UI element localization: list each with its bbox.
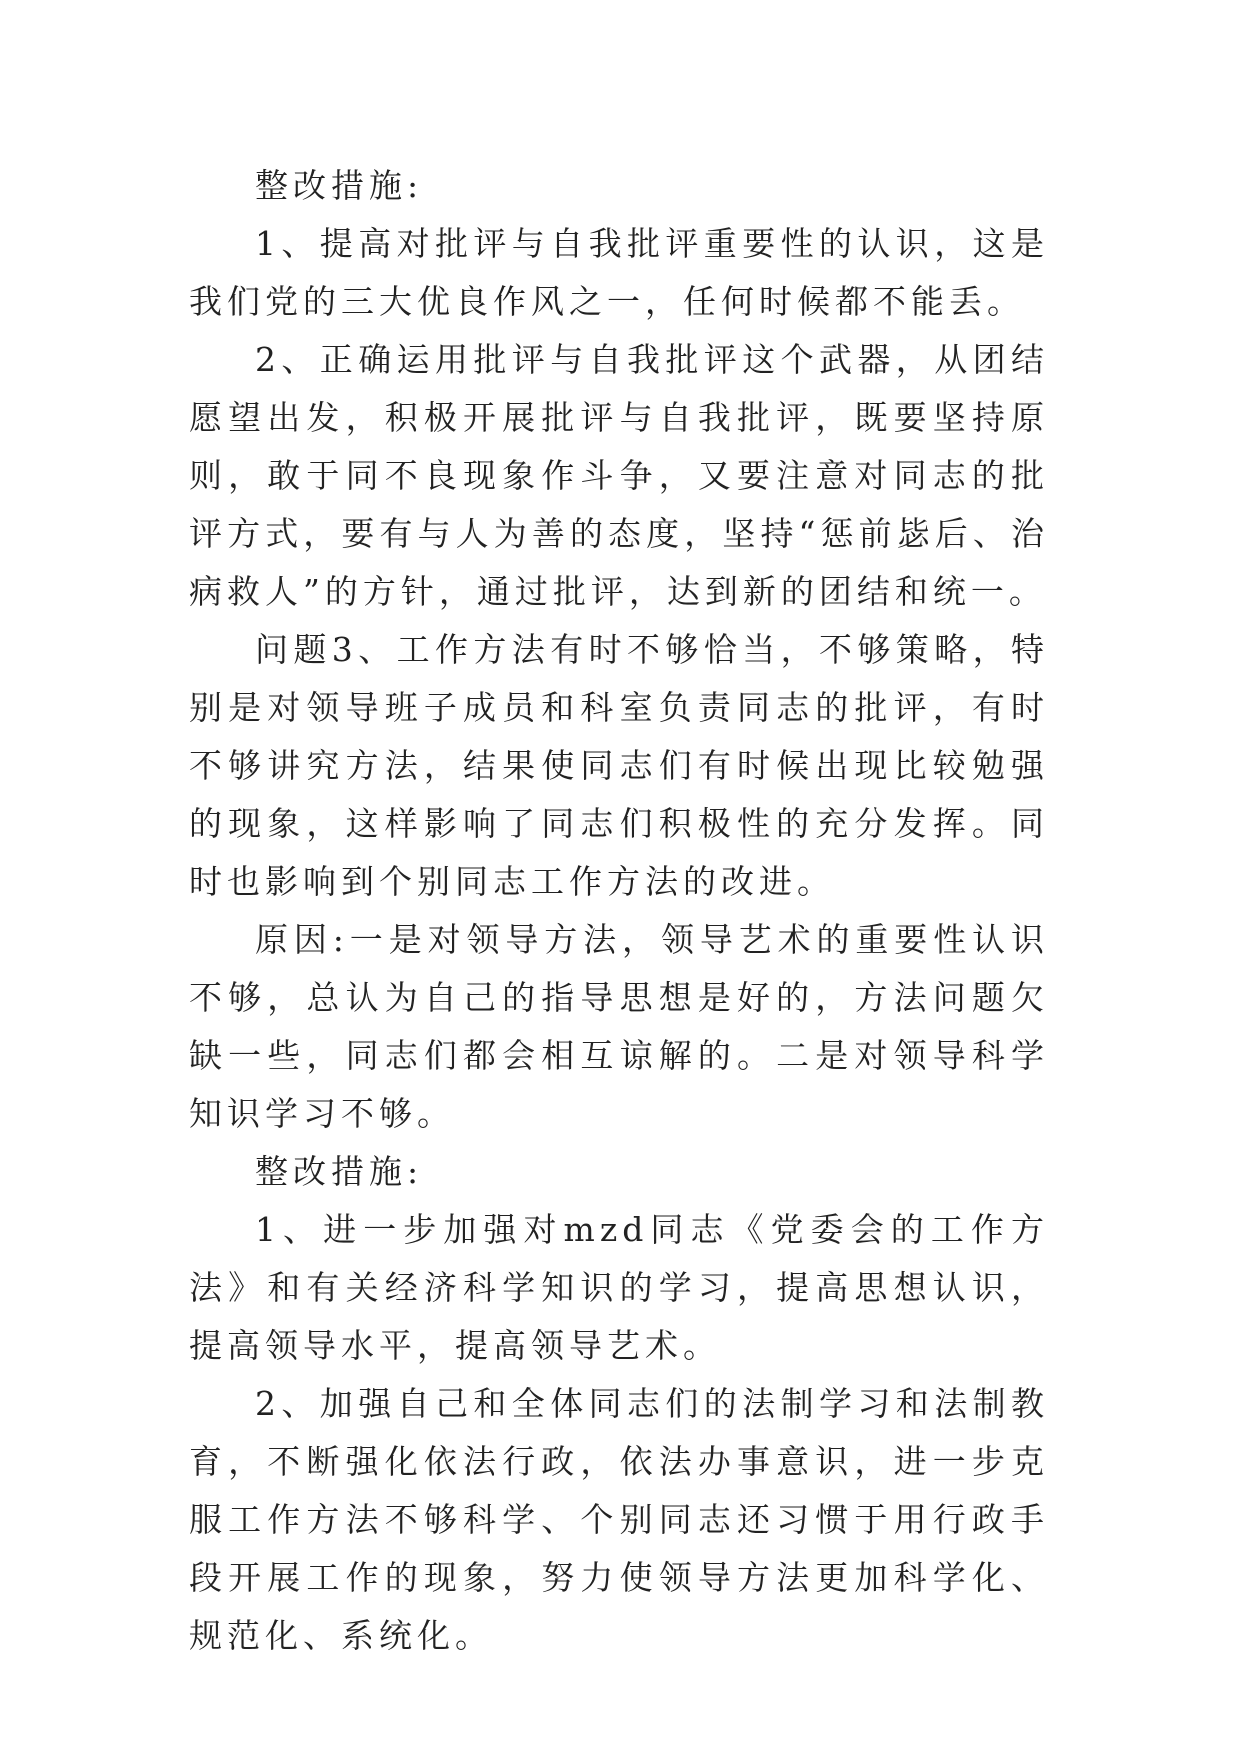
paragraph-cause: 原因:一是对领导方法，领导艺术的重要性认识不够，总认为自己的指导思想是好的，方法问题欠缺一些，同志们都会相互谅解的。二是对领导科学知识学习不够。 [189, 920, 1049, 1133]
paragraph-measure-2: 2、正确运用批评与自我批评这个武器，从团结愿望出发，积极开展批评与自我批评，既要坚持原则，敢于同不良现象作斗争，又要注意对同志的批评方式，要有与人为善的态度，坚持“惩前毖后、治病救人”的方针，通过批评，达到新的团结和统一。 [189, 340, 1049, 611]
paragraph-measure-4: 2、加强自己和全体同志们的法制学习和法制教育，不断强化依法行政，依法办事意识，进一步克服工作方法不够科学、个别同志还习惯于用行政手段开展工作的现象，努力使领导方法更加科学化、规范化、系统化。 [189, 1384, 1049, 1655]
paragraph-measure-1: 1、提高对批评与自我批评重要性的认识，这是我们党的三大优良作风之一，任何时候都不能丢。 [189, 224, 1049, 321]
document-body [189, 157, 1049, 1665]
paragraph-measure-3: 1、进一步加强对mzd同志《党委会的工作方法》和有关经济科学知识的学习，提高思想认识，提高领导水平，提高领导艺术。 [189, 1210, 1049, 1365]
heading-rectification-measures-2: 整改措施: [255, 1152, 424, 1191]
heading-rectification-measures-1: 整改措施: [255, 166, 424, 205]
paragraph-problem-3: 问题3、工作方法有时不够恰当，不够策略，特别是对领导班子成员和科室负责同志的批评，有时不够讲究方法，结果使同志们有时候出现比较勉强的现象，这样影响了同志们积极性的充分发挥。同时也影响到个别同志工作方法的改进。 [189, 630, 1049, 901]
